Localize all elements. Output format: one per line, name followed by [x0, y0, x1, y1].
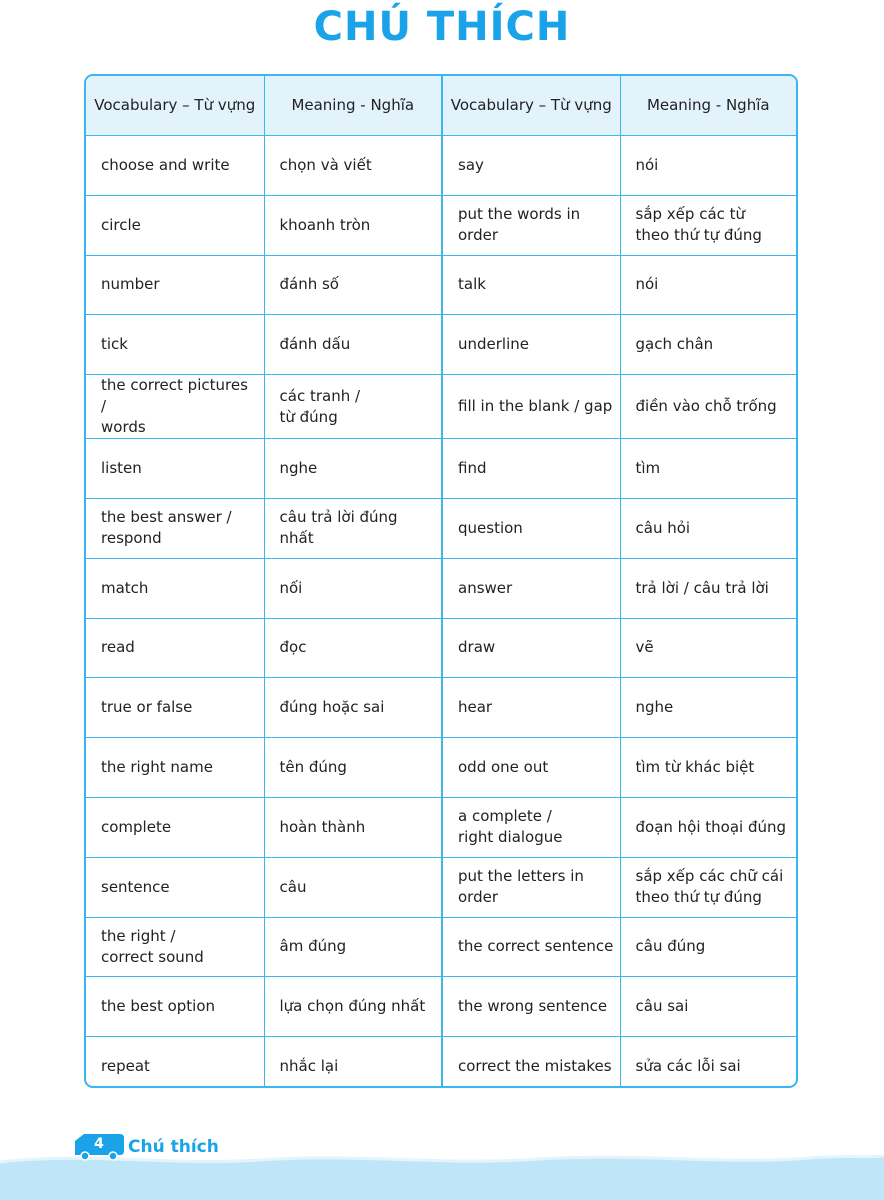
vocabulary-left-cell: circle: [86, 195, 264, 255]
meaning-left-cell: câu trả lời đúng nhất: [264, 498, 442, 558]
header-meaning-left: Meaning - Nghĩa: [264, 76, 442, 136]
meaning-right-cell: đoạn hội thoại đúng: [620, 797, 796, 857]
vocabulary-table: [84, 74, 798, 1088]
vocabulary-right-cell: the wrong sentence: [442, 977, 620, 1037]
page-number: 4: [94, 1136, 104, 1152]
table-row: [86, 439, 796, 499]
meaning-right-cell: vẽ: [620, 618, 796, 678]
vocabulary-left-cell: the best option: [86, 977, 264, 1037]
meaning-right-cell: điền vào chỗ trống: [620, 375, 796, 439]
vocabulary-right-cell: put the letters in order: [442, 857, 620, 917]
meaning-left-cell: nhắc lại: [264, 1037, 442, 1088]
meaning-left-cell: tên đúng: [264, 738, 442, 798]
meaning-left-cell: hoàn thành: [264, 797, 442, 857]
table-header-row: [86, 76, 796, 136]
vocabulary-left-cell: match: [86, 558, 264, 618]
meaning-right-cell: tìm từ khác biệt: [620, 738, 796, 798]
meaning-right-cell: câu sai: [620, 977, 796, 1037]
vocabulary-right-cell: fill in the blank / gap: [442, 375, 620, 439]
vocabulary-left-cell: complete: [86, 797, 264, 857]
header-vocabulary-right: Vocabulary – Từ vựng: [442, 76, 620, 136]
meaning-left-cell: nghe: [264, 439, 442, 499]
meaning-right-cell: gạch chân: [620, 315, 796, 375]
vocabulary-left-cell: read: [86, 618, 264, 678]
meaning-right-cell: nói: [620, 136, 796, 196]
meaning-left-cell: các tranh / từ đúng: [264, 375, 442, 439]
table-row: [86, 315, 796, 375]
meaning-right-cell: câu đúng: [620, 917, 796, 977]
vocabulary-right-cell: underline: [442, 315, 620, 375]
meaning-right-cell: tìm: [620, 439, 796, 499]
vocabulary-right-cell: talk: [442, 255, 620, 315]
vocabulary-right-cell: put the words in order: [442, 195, 620, 255]
meaning-left-cell: đúng hoặc sai: [264, 678, 442, 738]
vocabulary-right-cell: a complete / right dialogue: [442, 797, 620, 857]
vocabulary-left-cell: the right name: [86, 738, 264, 798]
vocabulary-left-cell: the best answer / respond: [86, 498, 264, 558]
vocabulary-left-cell: repeat: [86, 1037, 264, 1088]
vocabulary-right-cell: find: [442, 439, 620, 499]
meaning-left-cell: lựa chọn đúng nhất: [264, 977, 442, 1037]
meaning-right-cell: sắp xếp các từ theo thứ tự đúng: [620, 195, 796, 255]
table-row: [86, 375, 796, 439]
vocabulary-right-cell: question: [442, 498, 620, 558]
vocabulary-right-cell: say: [442, 136, 620, 196]
meaning-left-cell: chọn và viết: [264, 136, 442, 196]
table-row: [86, 797, 796, 857]
vocabulary-right-cell: hear: [442, 678, 620, 738]
page-title: CHÚ THÍCH: [313, 4, 571, 50]
table-row: [86, 738, 796, 798]
table-row: [86, 558, 796, 618]
table-row: [86, 1037, 796, 1088]
vocabulary-left-cell: true or false: [86, 678, 264, 738]
table-row: [86, 498, 796, 558]
vocabulary-right-cell: correct the mistakes: [442, 1037, 620, 1088]
vocabulary-left-cell: listen: [86, 439, 264, 499]
vocabulary-left-cell: sentence: [86, 857, 264, 917]
table-row: [86, 255, 796, 315]
table-row: [86, 136, 796, 196]
meaning-left-cell: nối: [264, 558, 442, 618]
meaning-right-cell: nghe: [620, 678, 796, 738]
vocabulary-right-cell: odd one out: [442, 738, 620, 798]
table-row: [86, 618, 796, 678]
table-row: [86, 857, 796, 917]
vocabulary-left-cell: the right / correct sound: [86, 917, 264, 977]
vocabulary-left-cell: the correct pictures / words: [86, 375, 264, 439]
vocabulary-left-cell: choose and write: [86, 136, 264, 196]
vocabulary-right-cell: the correct sentence: [442, 917, 620, 977]
table-row: [86, 678, 796, 738]
header-meaning-right: Meaning - Nghĩa: [620, 76, 796, 136]
meaning-left-cell: đọc: [264, 618, 442, 678]
table-row: [86, 977, 796, 1037]
meaning-right-cell: câu hỏi: [620, 498, 796, 558]
table-row: [86, 917, 796, 977]
meaning-right-cell: nói: [620, 255, 796, 315]
meaning-left-cell: đánh dấu: [264, 315, 442, 375]
meaning-right-cell: trả lời / câu trả lời: [620, 558, 796, 618]
meaning-left-cell: câu: [264, 857, 442, 917]
table-row: [86, 195, 796, 255]
vocabulary-left-cell: tick: [86, 315, 264, 375]
meaning-right-cell: sửa các lỗi sai: [620, 1037, 796, 1088]
vocabulary-right-cell: draw: [442, 618, 620, 678]
footer-section-label: Chú thích: [128, 1137, 219, 1157]
meaning-left-cell: khoanh tròn: [264, 195, 442, 255]
meaning-left-cell: âm đúng: [264, 917, 442, 977]
vocabulary-right-cell: answer: [442, 558, 620, 618]
header-vocabulary-left: Vocabulary – Từ vựng: [86, 76, 264, 136]
meaning-right-cell: sắp xếp các chữ cái theo thứ tự đúng: [620, 857, 796, 917]
vocabulary-left-cell: number: [86, 255, 264, 315]
meaning-left-cell: đánh số: [264, 255, 442, 315]
